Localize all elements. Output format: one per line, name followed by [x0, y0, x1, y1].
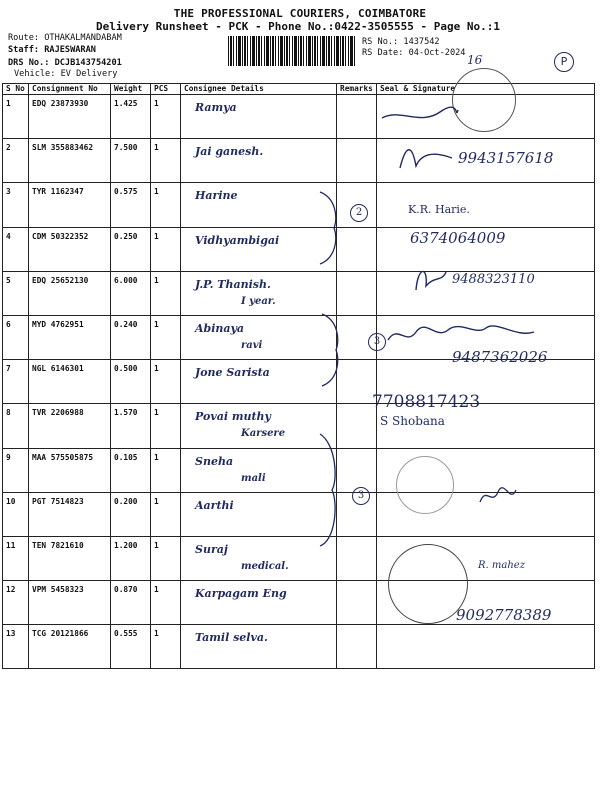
cell-weight: 1.570 [111, 404, 151, 448]
consignee-detail: medical. [241, 560, 289, 572]
remark-circle-3b: 3 [352, 487, 370, 505]
cell-sno: 3 [3, 183, 29, 227]
cell-pcs: 1 [151, 536, 181, 580]
cell-sno: 13 [3, 625, 29, 669]
name-row-3: K.R. Harie. [408, 203, 470, 216]
col-pcs: PCS [151, 84, 181, 95]
phone-row-2: 9943157618 [458, 149, 554, 167]
cell-weight: 0.555 [111, 625, 151, 669]
signature-scribble-2 [396, 142, 456, 172]
handwritten-page-mark: 16 [467, 53, 483, 67]
cell-weight: 0.200 [111, 492, 151, 536]
cell-pcs: 1 [151, 271, 181, 315]
cell-consignee [181, 183, 337, 227]
remark-circle-3a: 3 [368, 333, 386, 351]
cell-weight: 6.000 [111, 271, 151, 315]
cell-remarks [337, 95, 377, 139]
consignee-name: Suraj [195, 542, 228, 556]
circled-letter: P [554, 52, 574, 72]
consignee-name: Jai ganesh. [195, 145, 264, 159]
bracket-brace-1 [316, 188, 356, 268]
cell-consignment: TCG 20121866 [29, 625, 111, 669]
route-label: Route: OTHAKALMANDABAM [8, 33, 122, 43]
phone-row-13: 9092778389 [456, 606, 552, 624]
cell-consignment: TEN 7821610 [29, 536, 111, 580]
remark-circle-2: 2 [350, 204, 368, 222]
cell-pcs: 1 [151, 139, 181, 183]
seal-stamp-2 [396, 456, 454, 514]
table-row [3, 360, 595, 404]
signature-row-12: R. mahez [478, 560, 525, 571]
phone-row-8: 7708817423 [372, 392, 481, 412]
signature-scribble-5 [412, 264, 448, 294]
cell-pcs: 1 [151, 360, 181, 404]
company-title: THE PROFESSIONAL COURIERS, COIMBATORE [173, 7, 427, 20]
cell-sno: 5 [3, 271, 29, 315]
consignee-name: Sneha [195, 454, 234, 468]
rs-number: RS No.: 1437542 [362, 37, 440, 47]
table-row [3, 404, 595, 448]
cell-pcs: 1 [151, 625, 181, 669]
cell-pcs: 1 [151, 315, 181, 359]
col-sno: S No [3, 84, 29, 95]
seal-stamp-1 [452, 68, 516, 132]
consignee-name: Aarthi [195, 498, 234, 512]
cell-remarks [337, 625, 377, 669]
cell-sno: 12 [3, 581, 29, 625]
phone-row-5: 9488323110 [452, 272, 535, 287]
consignee-name: Karpagam Eng [195, 587, 287, 601]
consignee-detail: Karsere [241, 428, 286, 440]
consignee-detail: ravi [241, 339, 263, 351]
cell-remarks [337, 581, 377, 625]
col-weight: Weight [111, 84, 151, 95]
cell-weight: 0.240 [111, 315, 151, 359]
col-remarks: Remarks [337, 84, 377, 95]
cell-signature [377, 625, 595, 669]
phone-row-4: 6374064009 [410, 229, 506, 247]
cell-weight: 7.500 [111, 139, 151, 183]
cell-consignee [181, 448, 337, 492]
name-row-8: S Shobana [380, 414, 445, 428]
cell-sno: 6 [3, 315, 29, 359]
phone-row-7: 9487362026 [452, 348, 548, 366]
cell-weight: 1.425 [111, 95, 151, 139]
signature-scribble-10 [478, 482, 518, 508]
cell-pcs: 1 [151, 581, 181, 625]
table-row [3, 536, 595, 580]
cell-consignee [181, 404, 337, 448]
cell-pcs: 1 [151, 183, 181, 227]
cell-consignment: SLM 355883462 [29, 139, 111, 183]
signature-scribble-1 [380, 100, 460, 130]
cell-consignee [181, 360, 337, 404]
consignee-name: Vidhyambigai [195, 233, 280, 247]
consignee-name: Povai muthy [195, 410, 271, 424]
cell-sno: 4 [3, 227, 29, 271]
drs-number: DRS No.: DCJB143754201 [8, 58, 122, 68]
consignee-name: Abinaya [195, 321, 245, 335]
cell-sno: 7 [3, 360, 29, 404]
cell-consignee [181, 625, 337, 669]
consignee-detail: mali [241, 472, 266, 484]
consignee-name: Jone Sarista [195, 366, 270, 380]
cell-consignee [181, 95, 337, 139]
cell-sno: 2 [3, 139, 29, 183]
consignee-name: J.P. Thanish. [195, 277, 271, 291]
runsheet-table [2, 83, 595, 669]
cell-consignee [181, 581, 337, 625]
consignee-detail: I year. [241, 295, 276, 307]
cell-consignee [181, 227, 337, 271]
staff-label: Staff: RAJESWARAN [8, 45, 96, 55]
cell-sno: 1 [3, 95, 29, 139]
barcode-image [228, 36, 356, 66]
cell-sno: 9 [3, 448, 29, 492]
cell-remarks [337, 271, 377, 315]
cell-consignment: MYD 4762951 [29, 315, 111, 359]
rs-date: RS Date: 04-Oct-2024 [362, 48, 466, 58]
cell-pcs: 1 [151, 492, 181, 536]
cell-consignment: VPM 5458323 [29, 581, 111, 625]
col-consignee: Consignee Details [181, 84, 337, 95]
table-row [3, 227, 595, 271]
cell-consignment: EDQ 25652130 [29, 271, 111, 315]
cell-sno: 11 [3, 536, 29, 580]
vehicle-label: Vehicle: EV Delivery [14, 69, 118, 79]
cell-consignment: PGT 7514823 [29, 492, 111, 536]
cell-consignee [181, 536, 337, 580]
signature-scribble-6 [386, 320, 536, 350]
bracket-brace-3 [316, 430, 356, 550]
col-consignment: Consignment No [29, 84, 111, 95]
cell-weight: 0.105 [111, 448, 151, 492]
cell-remarks [337, 139, 377, 183]
cell-consignment: EDQ 23873930 [29, 95, 111, 139]
consignee-name: Tamil selva. [195, 631, 268, 645]
cell-consignee [181, 492, 337, 536]
table-row [3, 625, 595, 669]
cell-pcs: 1 [151, 95, 181, 139]
cell-consignment: TYR 1162347 [29, 183, 111, 227]
cell-pcs: 1 [151, 227, 181, 271]
cell-weight: 0.870 [111, 581, 151, 625]
cell-weight: 0.250 [111, 227, 151, 271]
cell-consignment: TVR 2206988 [29, 404, 111, 448]
bracket-brace-2 [318, 310, 358, 390]
cell-consignment: MAA 575505875 [29, 448, 111, 492]
cell-weight: 1.200 [111, 536, 151, 580]
col-seal-signature: Seal & Signature [377, 84, 595, 95]
consignee-name: Ramya [195, 101, 237, 114]
cell-consignment: NGL 6146301 [29, 360, 111, 404]
cell-pcs: 1 [151, 404, 181, 448]
cell-consignee [181, 271, 337, 315]
table-row [3, 183, 595, 227]
cell-sno: 10 [3, 492, 29, 536]
cell-weight: 0.500 [111, 360, 151, 404]
cell-consignee [181, 139, 337, 183]
cell-pcs: 1 [151, 448, 181, 492]
cell-consignment: CDM 50322352 [29, 227, 111, 271]
consignee-name: Harine [195, 189, 238, 203]
runsheet-subtitle: Delivery Runsheet - PCK - Phone No.:0422-3505555 - Page No.:1 [96, 20, 500, 33]
cell-weight: 0.575 [111, 183, 151, 227]
cell-sno: 8 [3, 404, 29, 448]
cell-consignee [181, 315, 337, 359]
